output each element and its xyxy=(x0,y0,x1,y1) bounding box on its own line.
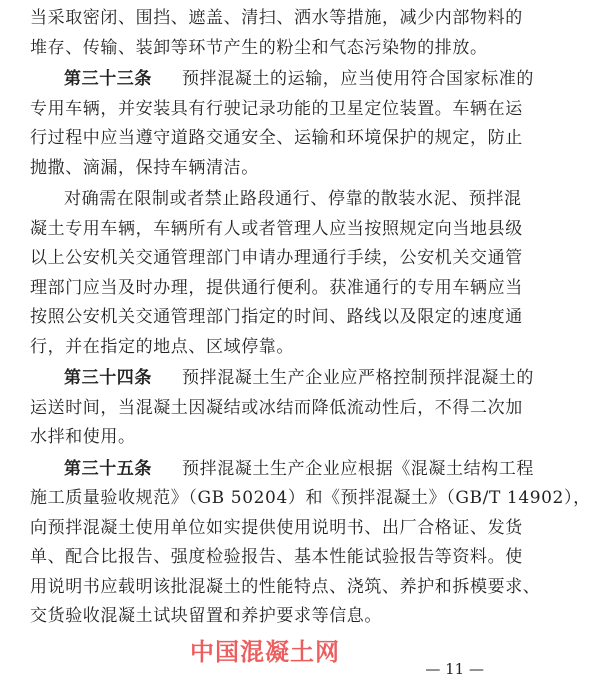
article-34-first-line xyxy=(30,364,534,394)
paragraph-line: 预拌混凝土生产企业应严格控制预拌混凝土的 xyxy=(182,368,534,388)
paragraph-line: 堆存、传输、装卸等环节产生的粉尘和气态污染物的排放。 xyxy=(30,37,488,58)
paragraph-line: 用说明书应载明该批混凝土的性能特点、浇筑、养护和拆模要求、 xyxy=(30,576,541,597)
paragraph-line: 凝土专用车辆，车辆所有人或者管理人应当按照规定向当地县级 xyxy=(30,218,523,239)
paragraph-line: 水拌和使用。 xyxy=(30,427,136,447)
regulation-text xyxy=(30,4,591,632)
paragraph-line: 向预拌混凝土使用单位如实提供使用说明书、出厂合格证、发货 xyxy=(30,517,523,538)
article-34-heading: 第三十四条 xyxy=(64,368,152,388)
article-35-heading: 第三十五条 xyxy=(64,458,152,479)
article-33-heading: 第三十三条 xyxy=(64,69,152,89)
paragraph-line: 抛撒、滴漏，保持车辆清洁。 xyxy=(30,157,259,178)
paragraph-line: 单、配合比报告、强度检验报告、基本性能试验报告等资料。使 xyxy=(30,547,523,567)
paragraph-line: 行，并在指定的地点、区域停靠。 xyxy=(30,336,294,357)
paragraph-line: 理部门应当及时办理，提供通行便利。获准通行的专用车辆应当 xyxy=(30,277,523,298)
paragraph-line: 当采取密闭、围挡、遮盖、清扫、洒水等措施，减少内部物料的 xyxy=(30,8,523,28)
article-33-first-line xyxy=(30,65,534,95)
paragraph-line: 预拌混凝土的运输，应当使用符合国家标准的 xyxy=(182,69,534,89)
article-35-first-line xyxy=(30,455,534,485)
paragraph-line: 专用车辆，并安装具有行驶记录功能的卫星定位装置。车辆在运 xyxy=(30,98,523,119)
paragraph-line: 行过程中应当遵守道路交通安全、运输和环境保护的规定，防止 xyxy=(30,128,523,148)
paragraph-line: 按照公安机关交通管理部门指定的时间、路线以及限定的速度通 xyxy=(30,307,523,327)
paragraph-line: 对确需在限制或者禁止路段通行、停靠的散装水泥、预拌混 xyxy=(64,189,522,209)
paragraph-line: 交货验收混凝土试块留置和养护要求等信息。 xyxy=(30,606,382,626)
paragraph-line: 以上公安机关交通管理部门申请办理通行手续，公安机关交通管 xyxy=(30,248,523,268)
paragraph-line: 预拌混凝土生产企业应根据《混凝土结构工程 xyxy=(182,458,534,479)
paragraph-line: 运送时间，当混凝土因凝结或冰结而降低流动性后，不得二次加 xyxy=(30,397,523,418)
page-number: — 11 — xyxy=(425,660,484,678)
paragraph-line: 施工质量验收规范》（GB 50204）和《预拌混凝土》（GB/T 14902）， xyxy=(30,488,591,508)
watermark-logo: 中国混凝土网 xyxy=(190,638,340,666)
